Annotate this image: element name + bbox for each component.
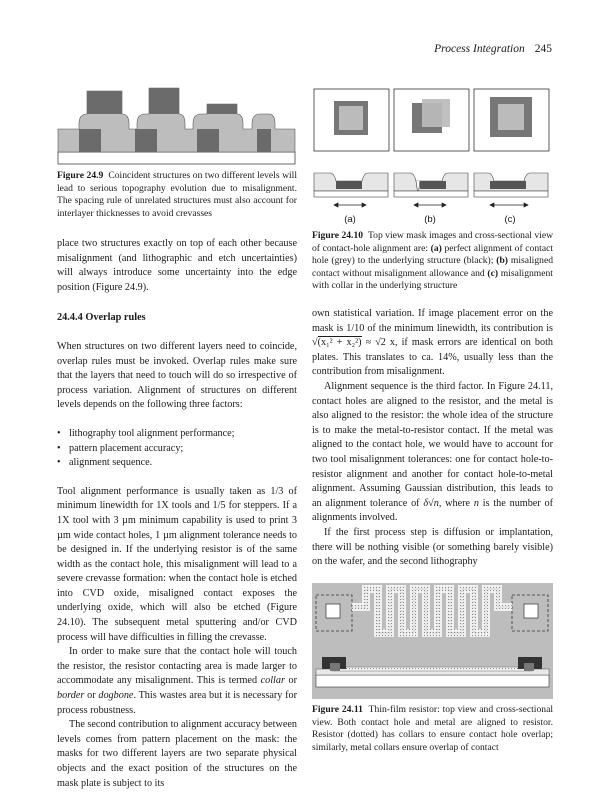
text-run: is the number of alignments involved. <box>312 497 554 524</box>
math-n: n <box>473 497 479 509</box>
math-approx: ≈ √2 x <box>361 337 396 349</box>
term-border: border <box>57 690 85 702</box>
caption-text: misaligned contact without misalignment allowance and <box>312 255 553 279</box>
text-run: In order to make sure that the contact hole will touch the resistor, the resistor contacting area is made larger to accommodate any misalignment. This is termed <box>57 646 297 687</box>
text-run: or <box>84 690 99 702</box>
left-column <box>57 237 297 791</box>
figure-24-11-graphic <box>312 583 553 699</box>
factor-list <box>57 427 297 471</box>
caption-ref-c: (c) <box>487 267 499 279</box>
paragraph-overlap: When structures on two different layers need to coincide, overlap rules must be invoked. Overlap rules make sure that the layers that need to touch will do so irrespective of process variation. Alignment of structures on different levels depends on the following three factors: <box>57 340 297 411</box>
right-column <box>312 307 553 570</box>
paragraph-tool-alignment: Tool alignment performance is usually taken as 1/3 of minimum linewidth for 1X tools and 1/5 for steppers. If a 1X tool with 3 µm minimum capability is used to print 3 µm wide contact holes, 1 µm alignment tolerance needs to be designed in. If the underlying resistor is of the same width as the contact hole, this misalignment will lead to a severe crevasse formation: when the contact hole is etched into CVD oxide, misaligned contact exposes the underlying oxide, which will also be etched (Figure 24.10). The subsequent metal sputtering and/or CVD process will have difficulties in filling the crevasse. <box>57 485 297 643</box>
text-run: , where <box>438 497 474 509</box>
section-heading: 24.4.4 Overlap rules <box>57 312 146 324</box>
running-title: Process Integration <box>434 43 525 55</box>
caption-text: misalignment with collar in the underlying structure <box>312 267 553 292</box>
math-radicand: (x₁² + x₂²) <box>317 337 362 349</box>
term-collar: collar <box>260 675 285 687</box>
figure-24-10-graphic <box>312 87 552 217</box>
caption-text: perfect alignment of contact hole (grey) to the underlying structure (black); <box>312 242 553 267</box>
caption-text: Coincident structures on two different levels will lead to serious topography evolution due to misalignment. The spacing rule of unrelated structures must also account for interlayer thicknesses to avoid crevasses <box>57 170 297 219</box>
text-run: or <box>284 675 297 687</box>
running-header <box>300 43 552 55</box>
list-item: • lithography tool alignment performance; <box>57 427 297 442</box>
paragraph-collar <box>57 645 297 718</box>
panel-label-a: (a) <box>344 214 356 225</box>
page-number: 245 <box>534 43 552 55</box>
figure-label: Figure 24.11 <box>312 704 363 715</box>
text-run: Alignment sequence is the third factor. In Figure 24.11, contact holes are aligned to the resistor, and the metal is also aligned to the resistor: the whole idea of the structure is to make the metal-to-resistor contact. If the metal was aligned to the contact hole, we would have to account for two tool misalignment tolerances: one for contact hole-to-resistor alignment and another for contact hole-to-metal alignment. Assuming Gaussian distribution, this leads to an alignment tolerance of <box>312 380 553 509</box>
list-item: • pattern placement accuracy; <box>57 442 297 457</box>
paragraph-alignment-sequence <box>312 380 553 526</box>
caption-text: Thin-film resistor: top view and cross-sectional view. Both contact hole and metal are aligned to resistor. Resistor (dotted) has collars to ensure contact hole overlap; similarly, metal collars ensure overlap of contact <box>312 704 553 753</box>
text-run: . This wastes area but it is necessary for process robustness. <box>57 690 297 716</box>
panel-label-c: (c) <box>504 214 516 225</box>
figure-24-10-caption <box>312 230 553 293</box>
paragraph-first-step: If the first process step is diffusion or implantation, there will be nothing visible (or something barely visible) on the wafer, and the second lithography <box>312 526 553 568</box>
caption-text: Top view mask images and cross-sectional view of contact-hole alignment are: <box>312 230 554 254</box>
list-item: • alignment sequence. <box>57 456 297 471</box>
paragraph-pattern-placement: The second contribution to alignment accuracy between levels comes from pattern placement on the mask: the masks for two different layers are two separate physical objects and the exact position of the structures on the mask plate is subject to its <box>57 719 298 789</box>
text-run: , if mask errors are identical on both plates. This translates to ca. 14%, usually less than the contribution from misalignment. <box>312 337 554 378</box>
caption-ref-b: (b) <box>496 255 509 267</box>
paragraph-statistical <box>312 307 553 380</box>
figure-24-11-caption <box>312 704 553 754</box>
figure-24-9-caption <box>57 170 297 220</box>
panel-label-b: (b) <box>424 214 436 225</box>
math-sqrt: √ <box>312 337 318 349</box>
math-delta: δ√n <box>423 497 439 509</box>
paragraph-intro: place two structures exactly on top of each other because misalignment (and lithographic and etch uncertainties) will always introduce some uncertainty into the edge position (Figure 24.9). <box>57 238 297 293</box>
caption-ref-a: (a) <box>430 242 442 254</box>
figure-label: Figure 24.10 <box>312 230 364 241</box>
figure-24-9-graphic <box>57 84 297 166</box>
term-dogbone: dogbone <box>98 690 134 702</box>
figure-label: Figure 24.9 <box>57 170 104 181</box>
text-run: own statistical variation. If image placement error on the mask is 1/10 of the minimum linewidth, its contribution is <box>312 308 553 334</box>
